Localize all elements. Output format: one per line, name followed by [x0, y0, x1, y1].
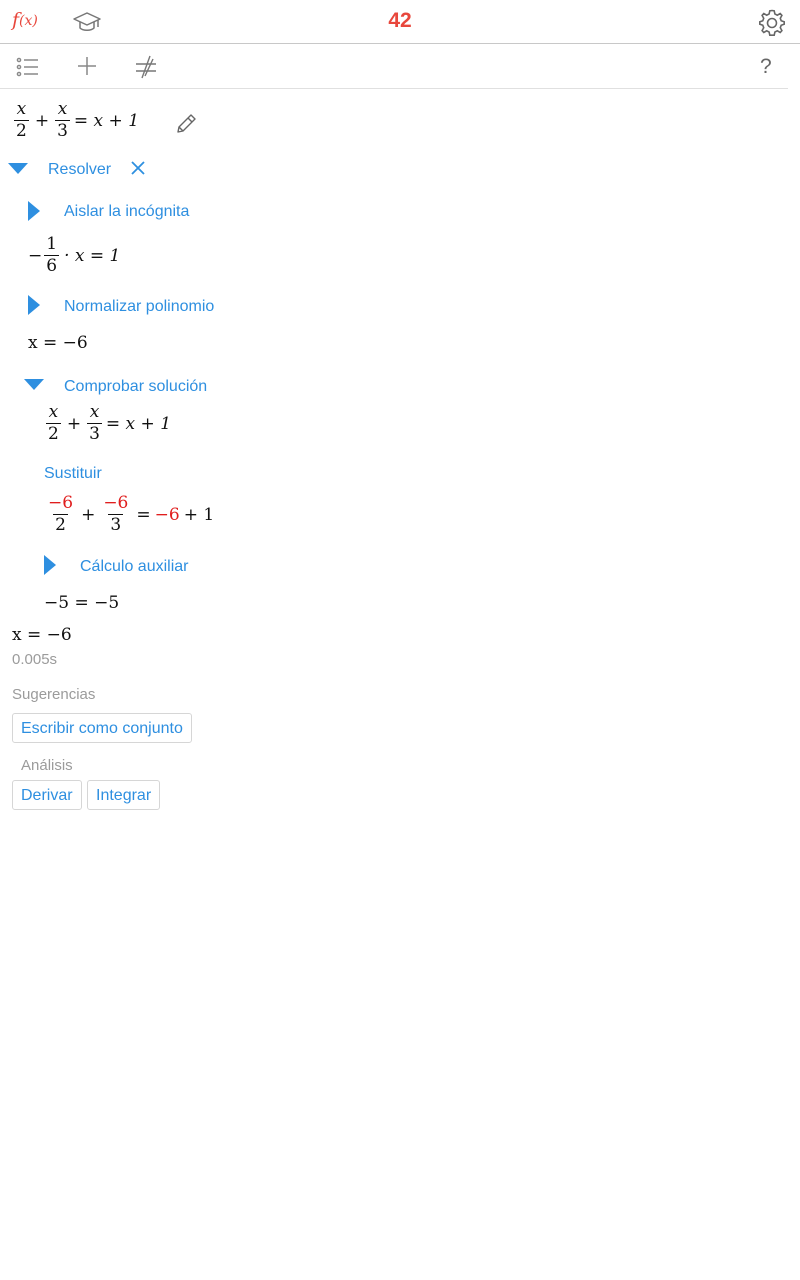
app-header [0, 0, 800, 44]
resolver-label[interactable]: Resolver [48, 161, 112, 178]
frac-den: 3 [89, 424, 100, 444]
collapse-resolver-triangle-icon[interactable] [8, 163, 28, 174]
frac-num: 1 [46, 234, 58, 254]
sign: − [28, 245, 43, 266]
eq-sign: = [136, 504, 151, 525]
help-button[interactable]: ? [760, 55, 772, 78]
eq-den: 3 [57, 121, 68, 141]
frac-num: x [89, 402, 100, 422]
aux-calculation-label[interactable]: Cálculo auxiliar [80, 558, 189, 575]
step-counter: 42 [388, 9, 412, 32]
eq-num: x [57, 99, 68, 119]
eq-rhs: = x + 1 [105, 413, 172, 434]
derive-button[interactable]: Derivar [12, 780, 82, 810]
check-solution-label[interactable]: Comprobar solución [64, 378, 208, 395]
input-equation[interactable] [12, 101, 139, 140]
close-icon[interactable] [130, 160, 146, 176]
expand-step-triangle-icon[interactable] [28, 201, 40, 221]
write-as-set-button[interactable]: Escribir como conjunto [12, 713, 192, 743]
final-result: x = −6 [12, 625, 72, 645]
aux-result: −5 = −5 [44, 593, 120, 613]
compute-time: 0.005s [12, 651, 58, 668]
frac-num: −6 [103, 493, 129, 513]
substituted-equation: $\frac{-6}{2}$ + $\frac{-6}{3}$ = −6 + 1 [48, 493, 215, 535]
frac-den: 6 [46, 256, 58, 276]
analysis-title: Análisis [21, 757, 73, 774]
step-normalize-result: x = −6 [28, 333, 88, 353]
pencil-icon[interactable] [174, 112, 198, 136]
suggestions-title: Sugerencias [12, 686, 96, 703]
list-icon[interactable] [16, 57, 40, 77]
expand-step-triangle-icon[interactable] [28, 295, 40, 315]
frac-den: 2 [55, 515, 66, 535]
toolbar [0, 44, 788, 89]
plus-icon[interactable] [75, 54, 99, 78]
eq-rhs: = x + 1 [73, 110, 140, 131]
collapse-check-triangle-icon[interactable] [24, 379, 44, 390]
expand-aux-triangle-icon[interactable] [44, 555, 56, 575]
logo-arg: (x) [19, 13, 38, 29]
not-equal-icon[interactable] [133, 54, 159, 80]
eq-den: 2 [16, 121, 27, 141]
eq-num: x [16, 99, 27, 119]
frac-den: 2 [48, 424, 59, 444]
substituted-value: −6 [154, 504, 180, 525]
eq-tail: + 1 [183, 504, 215, 525]
frac-den: 3 [110, 515, 122, 535]
step-normalize-label[interactable]: Normalizar polinomio [64, 298, 215, 315]
integrate-button[interactable]: Integrar [87, 780, 160, 810]
step-isolate-result [28, 236, 120, 275]
frac-num: −6 [48, 493, 74, 513]
eq-op: + [34, 110, 50, 131]
eq-rest: · x = 1 [64, 245, 121, 266]
logo-f: f [12, 9, 20, 31]
check-equation: $\frac{x}{2}$ + $\frac{x}{3}$ = x + 1 [48, 402, 172, 444]
step-isolate-label[interactable]: Aislar la incógnita [64, 203, 190, 220]
gear-icon[interactable] [758, 8, 786, 36]
substitute-label: Sustituir [44, 465, 102, 482]
frac-num: x [48, 402, 59, 422]
